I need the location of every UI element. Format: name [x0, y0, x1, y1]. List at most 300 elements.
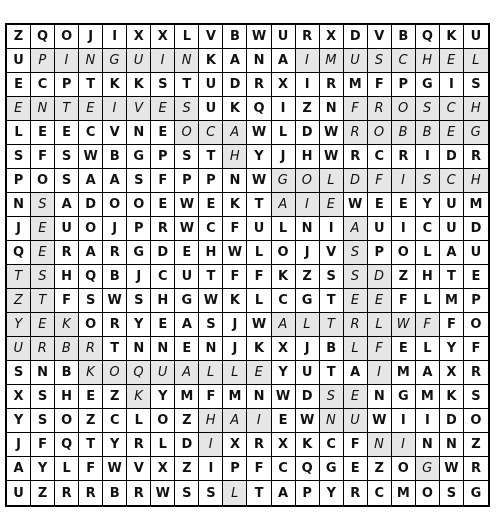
grid-cell-r7-c18[interactable]: U: [440, 193, 464, 217]
grid-cell-r17-c14[interactable]: F: [344, 433, 368, 457]
grid-cell-r10-c2[interactable]: H: [55, 265, 79, 289]
grid-cell-r8-c1[interactable]: E: [31, 217, 55, 241]
grid-cell-r5-c4[interactable]: B: [103, 145, 127, 169]
grid-cell-r19-c11[interactable]: A: [272, 481, 296, 505]
grid-cell-r10-c16[interactable]: Z: [392, 265, 416, 289]
grid-cell-r16-c5[interactable]: L: [127, 409, 151, 433]
grid-cell-r17-c9[interactable]: X: [223, 433, 247, 457]
grid-cell-r19-c16[interactable]: M: [392, 481, 416, 505]
grid-cell-r19-c14[interactable]: R: [344, 481, 368, 505]
grid-cell-r4-c0[interactable]: L: [7, 121, 31, 145]
grid-cell-r2-c18[interactable]: I: [440, 73, 464, 97]
grid-cell-r0-c14[interactable]: D: [344, 25, 368, 49]
grid-cell-r17-c18[interactable]: N: [440, 433, 464, 457]
grid-cell-r17-c8[interactable]: I: [199, 433, 223, 457]
grid-cell-r18-c15[interactable]: Z: [368, 457, 392, 481]
grid-cell-r13-c12[interactable]: J: [296, 337, 320, 361]
grid-cell-r8-c5[interactable]: P: [127, 217, 151, 241]
grid-cell-r4-c19[interactable]: G: [464, 121, 488, 145]
grid-cell-r15-c11[interactable]: W: [272, 385, 296, 409]
grid-cell-r6-c7[interactable]: P: [175, 169, 199, 193]
grid-cell-r1-c10[interactable]: N: [247, 49, 271, 73]
grid-cell-r2-c4[interactable]: K: [103, 73, 127, 97]
grid-cell-r12-c5[interactable]: Y: [127, 313, 151, 337]
grid-cell-r14-c9[interactable]: L: [223, 361, 247, 385]
grid-cell-r18-c7[interactable]: Z: [175, 457, 199, 481]
grid-cell-r3-c11[interactable]: I: [272, 97, 296, 121]
grid-cell-r13-c4[interactable]: T: [103, 337, 127, 361]
grid-cell-r11-c9[interactable]: K: [223, 289, 247, 313]
grid-cell-r11-c19[interactable]: P: [464, 289, 488, 313]
grid-cell-r15-c10[interactable]: N: [247, 385, 271, 409]
grid-cell-r17-c16[interactable]: I: [392, 433, 416, 457]
grid-cell-r6-c11[interactable]: G: [272, 169, 296, 193]
grid-cell-r2-c2[interactable]: P: [55, 73, 79, 97]
grid-cell-r2-c1[interactable]: C: [31, 73, 55, 97]
grid-cell-r19-c5[interactable]: R: [127, 481, 151, 505]
grid-cell-r2-c9[interactable]: D: [223, 73, 247, 97]
grid-cell-r19-c15[interactable]: C: [368, 481, 392, 505]
grid-cell-r6-c12[interactable]: O: [296, 169, 320, 193]
grid-cell-r13-c11[interactable]: X: [272, 337, 296, 361]
grid-cell-r14-c4[interactable]: O: [103, 361, 127, 385]
grid-cell-r15-c1[interactable]: S: [31, 385, 55, 409]
grid-cell-r13-c2[interactable]: B: [55, 337, 79, 361]
grid-cell-r7-c11[interactable]: A: [272, 193, 296, 217]
grid-cell-r9-c11[interactable]: O: [272, 241, 296, 265]
grid-cell-r5-c9[interactable]: H: [223, 145, 247, 169]
grid-cell-r16-c17[interactable]: I: [416, 409, 440, 433]
grid-cell-r14-c11[interactable]: Y: [272, 361, 296, 385]
grid-cell-r8-c3[interactable]: O: [79, 217, 103, 241]
grid-cell-r16-c7[interactable]: Z: [175, 409, 199, 433]
grid-cell-r16-c10[interactable]: I: [247, 409, 271, 433]
grid-cell-r11-c15[interactable]: E: [368, 289, 392, 313]
grid-cell-r4-c7[interactable]: O: [175, 121, 199, 145]
grid-cell-r11-c3[interactable]: S: [79, 289, 103, 313]
grid-cell-r2-c3[interactable]: T: [79, 73, 103, 97]
grid-cell-r7-c16[interactable]: E: [392, 193, 416, 217]
grid-cell-r18-c12[interactable]: Q: [296, 457, 320, 481]
grid-cell-r19-c13[interactable]: Y: [320, 481, 344, 505]
grid-cell-r11-c13[interactable]: T: [320, 289, 344, 313]
grid-cell-r18-c19[interactable]: R: [464, 457, 488, 481]
grid-cell-r3-c19[interactable]: H: [464, 97, 488, 121]
grid-cell-r4-c15[interactable]: O: [368, 121, 392, 145]
grid-cell-r0-c3[interactable]: J: [79, 25, 103, 49]
grid-cell-r19-c12[interactable]: P: [296, 481, 320, 505]
grid-cell-r10-c6[interactable]: C: [151, 265, 175, 289]
grid-cell-r5-c19[interactable]: R: [464, 145, 488, 169]
grid-cell-r15-c15[interactable]: N: [368, 385, 392, 409]
grid-cell-r13-c19[interactable]: F: [464, 337, 488, 361]
grid-cell-r10-c19[interactable]: E: [464, 265, 488, 289]
grid-cell-r11-c10[interactable]: L: [247, 289, 271, 313]
grid-cell-r19-c8[interactable]: S: [199, 481, 223, 505]
grid-cell-r5-c0[interactable]: S: [7, 145, 31, 169]
grid-cell-r14-c12[interactable]: U: [296, 361, 320, 385]
grid-cell-r7-c6[interactable]: E: [151, 193, 175, 217]
grid-cell-r14-c5[interactable]: Q: [127, 361, 151, 385]
grid-cell-r0-c15[interactable]: V: [368, 25, 392, 49]
grid-cell-r9-c17[interactable]: L: [416, 241, 440, 265]
grid-cell-r8-c12[interactable]: N: [296, 217, 320, 241]
grid-cell-r11-c17[interactable]: L: [416, 289, 440, 313]
grid-cell-r10-c8[interactable]: T: [199, 265, 223, 289]
grid-cell-r12-c6[interactable]: E: [151, 313, 175, 337]
grid-cell-r3-c5[interactable]: V: [127, 97, 151, 121]
grid-cell-r14-c2[interactable]: B: [55, 361, 79, 385]
grid-cell-r8-c9[interactable]: F: [223, 217, 247, 241]
grid-cell-r19-c3[interactable]: R: [79, 481, 103, 505]
grid-cell-r11-c4[interactable]: W: [103, 289, 127, 313]
grid-cell-r1-c2[interactable]: I: [55, 49, 79, 73]
grid-cell-r13-c3[interactable]: R: [79, 337, 103, 361]
grid-cell-r4-c11[interactable]: L: [272, 121, 296, 145]
grid-cell-r7-c14[interactable]: W: [344, 193, 368, 217]
grid-cell-r5-c15[interactable]: C: [368, 145, 392, 169]
grid-cell-r3-c9[interactable]: K: [223, 97, 247, 121]
grid-cell-r18-c2[interactable]: L: [55, 457, 79, 481]
grid-cell-r2-c17[interactable]: G: [416, 73, 440, 97]
grid-cell-r1-c7[interactable]: N: [175, 49, 199, 73]
grid-cell-r8-c15[interactable]: U: [368, 217, 392, 241]
grid-cell-r16-c15[interactable]: W: [368, 409, 392, 433]
grid-cell-r9-c12[interactable]: J: [296, 241, 320, 265]
grid-cell-r12-c14[interactable]: R: [344, 313, 368, 337]
grid-cell-r0-c8[interactable]: V: [199, 25, 223, 49]
grid-cell-r10-c17[interactable]: H: [416, 265, 440, 289]
grid-cell-r9-c5[interactable]: G: [127, 241, 151, 265]
grid-cell-r8-c13[interactable]: I: [320, 217, 344, 241]
grid-cell-r8-c16[interactable]: I: [392, 217, 416, 241]
grid-cell-r1-c11[interactable]: A: [272, 49, 296, 73]
grid-cell-r3-c4[interactable]: I: [103, 97, 127, 121]
grid-cell-r0-c18[interactable]: K: [440, 25, 464, 49]
grid-cell-r14-c6[interactable]: U: [151, 361, 175, 385]
grid-cell-r18-c16[interactable]: O: [392, 457, 416, 481]
grid-cell-r4-c18[interactable]: E: [440, 121, 464, 145]
grid-cell-r8-c4[interactable]: J: [103, 217, 127, 241]
grid-cell-r16-c0[interactable]: Y: [7, 409, 31, 433]
grid-cell-r12-c13[interactable]: T: [320, 313, 344, 337]
grid-cell-r15-c12[interactable]: D: [296, 385, 320, 409]
grid-cell-r6-c19[interactable]: H: [464, 169, 488, 193]
grid-cell-r7-c5[interactable]: O: [127, 193, 151, 217]
grid-cell-r6-c14[interactable]: D: [344, 169, 368, 193]
grid-cell-r6-c4[interactable]: A: [103, 169, 127, 193]
grid-cell-r6-c16[interactable]: I: [392, 169, 416, 193]
grid-cell-r7-c7[interactable]: W: [175, 193, 199, 217]
grid-cell-r14-c1[interactable]: N: [31, 361, 55, 385]
grid-cell-r4-c13[interactable]: W: [320, 121, 344, 145]
grid-cell-r12-c11[interactable]: A: [272, 313, 296, 337]
grid-cell-r4-c12[interactable]: D: [296, 121, 320, 145]
grid-cell-r18-c0[interactable]: A: [7, 457, 31, 481]
grid-cell-r5-c8[interactable]: T: [199, 145, 223, 169]
grid-cell-r2-c8[interactable]: U: [199, 73, 223, 97]
grid-cell-r10-c12[interactable]: Z: [296, 265, 320, 289]
grid-cell-r15-c5[interactable]: K: [127, 385, 151, 409]
grid-cell-r8-c6[interactable]: R: [151, 217, 175, 241]
grid-cell-r17-c3[interactable]: T: [79, 433, 103, 457]
grid-cell-r16-c1[interactable]: S: [31, 409, 55, 433]
grid-cell-r2-c6[interactable]: S: [151, 73, 175, 97]
grid-cell-r7-c3[interactable]: D: [79, 193, 103, 217]
grid-cell-r1-c14[interactable]: U: [344, 49, 368, 73]
grid-cell-r9-c2[interactable]: R: [55, 241, 79, 265]
grid-cell-r2-c7[interactable]: T: [175, 73, 199, 97]
grid-cell-r15-c17[interactable]: M: [416, 385, 440, 409]
grid-cell-r16-c12[interactable]: W: [296, 409, 320, 433]
grid-cell-r9-c8[interactable]: H: [199, 241, 223, 265]
grid-cell-r15-c13[interactable]: S: [320, 385, 344, 409]
grid-cell-r16-c19[interactable]: O: [464, 409, 488, 433]
grid-cell-r12-c7[interactable]: A: [175, 313, 199, 337]
grid-cell-r12-c16[interactable]: W: [392, 313, 416, 337]
grid-cell-r15-c16[interactable]: G: [392, 385, 416, 409]
grid-cell-r10-c13[interactable]: S: [320, 265, 344, 289]
grid-cell-r19-c9[interactable]: L: [223, 481, 247, 505]
grid-cell-r5-c16[interactable]: R: [392, 145, 416, 169]
grid-cell-r5-c2[interactable]: S: [55, 145, 79, 169]
grid-cell-r14-c18[interactable]: X: [440, 361, 464, 385]
grid-cell-r2-c12[interactable]: I: [296, 73, 320, 97]
grid-cell-r10-c7[interactable]: U: [175, 265, 199, 289]
grid-cell-r11-c8[interactable]: W: [199, 289, 223, 313]
grid-cell-r13-c13[interactable]: B: [320, 337, 344, 361]
grid-cell-r4-c10[interactable]: W: [247, 121, 271, 145]
grid-cell-r4-c3[interactable]: C: [79, 121, 103, 145]
grid-cell-r14-c16[interactable]: M: [392, 361, 416, 385]
grid-cell-r1-c12[interactable]: I: [296, 49, 320, 73]
grid-cell-r17-c4[interactable]: Y: [103, 433, 127, 457]
grid-cell-r1-c9[interactable]: A: [223, 49, 247, 73]
grid-cell-r3-c18[interactable]: C: [440, 97, 464, 121]
grid-cell-r9-c18[interactable]: A: [440, 241, 464, 265]
grid-cell-r2-c0[interactable]: E: [7, 73, 31, 97]
grid-cell-r10-c3[interactable]: Q: [79, 265, 103, 289]
grid-cell-r1-c18[interactable]: E: [440, 49, 464, 73]
grid-cell-r7-c1[interactable]: S: [31, 193, 55, 217]
grid-cell-r6-c13[interactable]: L: [320, 169, 344, 193]
grid-cell-r12-c8[interactable]: S: [199, 313, 223, 337]
grid-cell-r4-c17[interactable]: B: [416, 121, 440, 145]
grid-cell-r15-c18[interactable]: K: [440, 385, 464, 409]
grid-cell-r11-c1[interactable]: T: [31, 289, 55, 313]
grid-cell-r12-c4[interactable]: R: [103, 313, 127, 337]
grid-cell-r5-c11[interactable]: J: [272, 145, 296, 169]
grid-cell-r17-c11[interactable]: X: [272, 433, 296, 457]
grid-cell-r0-c17[interactable]: Q: [416, 25, 440, 49]
grid-cell-r11-c11[interactable]: C: [272, 289, 296, 313]
grid-cell-r18-c17[interactable]: G: [416, 457, 440, 481]
grid-cell-r17-c7[interactable]: D: [175, 433, 199, 457]
grid-cell-r6-c3[interactable]: A: [79, 169, 103, 193]
grid-cell-r3-c13[interactable]: N: [320, 97, 344, 121]
grid-cell-r13-c15[interactable]: F: [368, 337, 392, 361]
grid-cell-r0-c1[interactable]: Q: [31, 25, 55, 49]
grid-cell-r12-c18[interactable]: F: [440, 313, 464, 337]
grid-cell-r13-c17[interactable]: L: [416, 337, 440, 361]
grid-cell-r3-c12[interactable]: Z: [296, 97, 320, 121]
grid-cell-r17-c13[interactable]: C: [320, 433, 344, 457]
grid-cell-r2-c10[interactable]: R: [247, 73, 271, 97]
grid-cell-r12-c12[interactable]: L: [296, 313, 320, 337]
grid-cell-r10-c1[interactable]: S: [31, 265, 55, 289]
grid-cell-r5-c7[interactable]: S: [175, 145, 199, 169]
grid-cell-r0-c0[interactable]: Z: [7, 25, 31, 49]
grid-cell-r1-c6[interactable]: I: [151, 49, 175, 73]
grid-cell-r18-c3[interactable]: F: [79, 457, 103, 481]
grid-cell-r3-c16[interactable]: O: [392, 97, 416, 121]
grid-cell-r13-c18[interactable]: Y: [440, 337, 464, 361]
grid-cell-r14-c15[interactable]: I: [368, 361, 392, 385]
grid-cell-r11-c2[interactable]: F: [55, 289, 79, 313]
grid-cell-r1-c0[interactable]: U: [7, 49, 31, 73]
grid-cell-r0-c2[interactable]: O: [55, 25, 79, 49]
grid-cell-r4-c16[interactable]: B: [392, 121, 416, 145]
grid-cell-r7-c9[interactable]: K: [223, 193, 247, 217]
grid-cell-r15-c2[interactable]: H: [55, 385, 79, 409]
grid-cell-r14-c3[interactable]: K: [79, 361, 103, 385]
grid-cell-r1-c4[interactable]: G: [103, 49, 127, 73]
grid-cell-r17-c10[interactable]: R: [247, 433, 271, 457]
grid-cell-r0-c12[interactable]: R: [296, 25, 320, 49]
grid-cell-r12-c3[interactable]: O: [79, 313, 103, 337]
grid-cell-r0-c6[interactable]: X: [151, 25, 175, 49]
grid-cell-r8-c7[interactable]: W: [175, 217, 199, 241]
grid-cell-r16-c14[interactable]: U: [344, 409, 368, 433]
grid-cell-r14-c7[interactable]: A: [175, 361, 199, 385]
grid-cell-r8-c19[interactable]: D: [464, 217, 488, 241]
grid-cell-r10-c18[interactable]: T: [440, 265, 464, 289]
grid-cell-r13-c1[interactable]: R: [31, 337, 55, 361]
grid-cell-r8-c10[interactable]: U: [247, 217, 271, 241]
grid-cell-r3-c6[interactable]: E: [151, 97, 175, 121]
grid-cell-r9-c7[interactable]: E: [175, 241, 199, 265]
grid-cell-r12-c2[interactable]: K: [55, 313, 79, 337]
grid-cell-r8-c14[interactable]: A: [344, 217, 368, 241]
grid-cell-r7-c12[interactable]: I: [296, 193, 320, 217]
grid-cell-r19-c4[interactable]: B: [103, 481, 127, 505]
grid-cell-r1-c1[interactable]: P: [31, 49, 55, 73]
grid-cell-r0-c16[interactable]: B: [392, 25, 416, 49]
grid-cell-r1-c15[interactable]: S: [368, 49, 392, 73]
grid-cell-r5-c18[interactable]: D: [440, 145, 464, 169]
grid-cell-r13-c7[interactable]: E: [175, 337, 199, 361]
grid-cell-r10-c5[interactable]: J: [127, 265, 151, 289]
grid-cell-r5-c12[interactable]: H: [296, 145, 320, 169]
grid-cell-r7-c10[interactable]: T: [247, 193, 271, 217]
grid-cell-r18-c11[interactable]: C: [272, 457, 296, 481]
grid-cell-r17-c15[interactable]: N: [368, 433, 392, 457]
grid-cell-r2-c14[interactable]: M: [344, 73, 368, 97]
grid-cell-r16-c8[interactable]: H: [199, 409, 223, 433]
grid-cell-r11-c5[interactable]: S: [127, 289, 151, 313]
grid-cell-r6-c8[interactable]: P: [199, 169, 223, 193]
grid-cell-r10-c10[interactable]: F: [247, 265, 271, 289]
grid-cell-r7-c8[interactable]: E: [199, 193, 223, 217]
grid-cell-r13-c16[interactable]: E: [392, 337, 416, 361]
grid-cell-r14-c14[interactable]: A: [344, 361, 368, 385]
grid-cell-r13-c0[interactable]: U: [7, 337, 31, 361]
grid-cell-r1-c17[interactable]: H: [416, 49, 440, 73]
grid-cell-r1-c3[interactable]: N: [79, 49, 103, 73]
grid-cell-r19-c19[interactable]: G: [464, 481, 488, 505]
grid-cell-r15-c6[interactable]: Y: [151, 385, 175, 409]
grid-cell-r8-c2[interactable]: U: [55, 217, 79, 241]
grid-cell-r1-c5[interactable]: U: [127, 49, 151, 73]
grid-cell-r3-c0[interactable]: E: [7, 97, 31, 121]
grid-cell-r0-c13[interactable]: X: [320, 25, 344, 49]
grid-cell-r1-c16[interactable]: C: [392, 49, 416, 73]
grid-cell-r17-c0[interactable]: J: [7, 433, 31, 457]
grid-cell-r14-c8[interactable]: L: [199, 361, 223, 385]
grid-cell-r15-c8[interactable]: F: [199, 385, 223, 409]
grid-cell-r6-c2[interactable]: S: [55, 169, 79, 193]
grid-cell-r0-c19[interactable]: U: [464, 25, 488, 49]
grid-cell-r3-c3[interactable]: E: [79, 97, 103, 121]
grid-cell-r16-c16[interactable]: I: [392, 409, 416, 433]
grid-cell-r3-c10[interactable]: Q: [247, 97, 271, 121]
grid-cell-r2-c15[interactable]: F: [368, 73, 392, 97]
grid-cell-r12-c9[interactable]: J: [223, 313, 247, 337]
grid-cell-r4-c4[interactable]: V: [103, 121, 127, 145]
grid-cell-r16-c4[interactable]: C: [103, 409, 127, 433]
grid-cell-r14-c13[interactable]: T: [320, 361, 344, 385]
grid-cell-r10-c9[interactable]: F: [223, 265, 247, 289]
grid-cell-r7-c13[interactable]: E: [320, 193, 344, 217]
grid-cell-r9-c4[interactable]: R: [103, 241, 127, 265]
grid-cell-r7-c4[interactable]: O: [103, 193, 127, 217]
grid-cell-r15-c19[interactable]: S: [464, 385, 488, 409]
grid-cell-r7-c15[interactable]: E: [368, 193, 392, 217]
grid-cell-r18-c1[interactable]: Y: [31, 457, 55, 481]
grid-cell-r5-c13[interactable]: W: [320, 145, 344, 169]
grid-cell-r3-c7[interactable]: S: [175, 97, 199, 121]
grid-cell-r4-c5[interactable]: N: [127, 121, 151, 145]
grid-cell-r11-c16[interactable]: F: [392, 289, 416, 313]
grid-cell-r13-c5[interactable]: N: [127, 337, 151, 361]
grid-cell-r9-c6[interactable]: D: [151, 241, 175, 265]
grid-cell-r6-c0[interactable]: P: [7, 169, 31, 193]
grid-cell-r11-c18[interactable]: M: [440, 289, 464, 313]
grid-cell-r18-c18[interactable]: W: [440, 457, 464, 481]
grid-cell-r3-c14[interactable]: F: [344, 97, 368, 121]
grid-cell-r8-c17[interactable]: C: [416, 217, 440, 241]
grid-cell-r0-c11[interactable]: U: [272, 25, 296, 49]
grid-cell-r3-c2[interactable]: T: [55, 97, 79, 121]
grid-cell-r19-c1[interactable]: Z: [31, 481, 55, 505]
grid-cell-r6-c5[interactable]: S: [127, 169, 151, 193]
grid-cell-r18-c14[interactable]: E: [344, 457, 368, 481]
grid-cell-r16-c9[interactable]: A: [223, 409, 247, 433]
grid-cell-r15-c3[interactable]: E: [79, 385, 103, 409]
grid-cell-r16-c3[interactable]: Z: [79, 409, 103, 433]
grid-cell-r0-c9[interactable]: B: [223, 25, 247, 49]
grid-cell-r8-c8[interactable]: C: [199, 217, 223, 241]
grid-cell-r9-c3[interactable]: A: [79, 241, 103, 265]
grid-cell-r3-c1[interactable]: N: [31, 97, 55, 121]
grid-cell-r9-c14[interactable]: S: [344, 241, 368, 265]
grid-cell-r4-c2[interactable]: E: [55, 121, 79, 145]
grid-cell-r15-c9[interactable]: M: [223, 385, 247, 409]
grid-cell-r9-c10[interactable]: L: [247, 241, 271, 265]
grid-cell-r19-c7[interactable]: S: [175, 481, 199, 505]
grid-cell-r17-c2[interactable]: Q: [55, 433, 79, 457]
grid-cell-r6-c15[interactable]: F: [368, 169, 392, 193]
